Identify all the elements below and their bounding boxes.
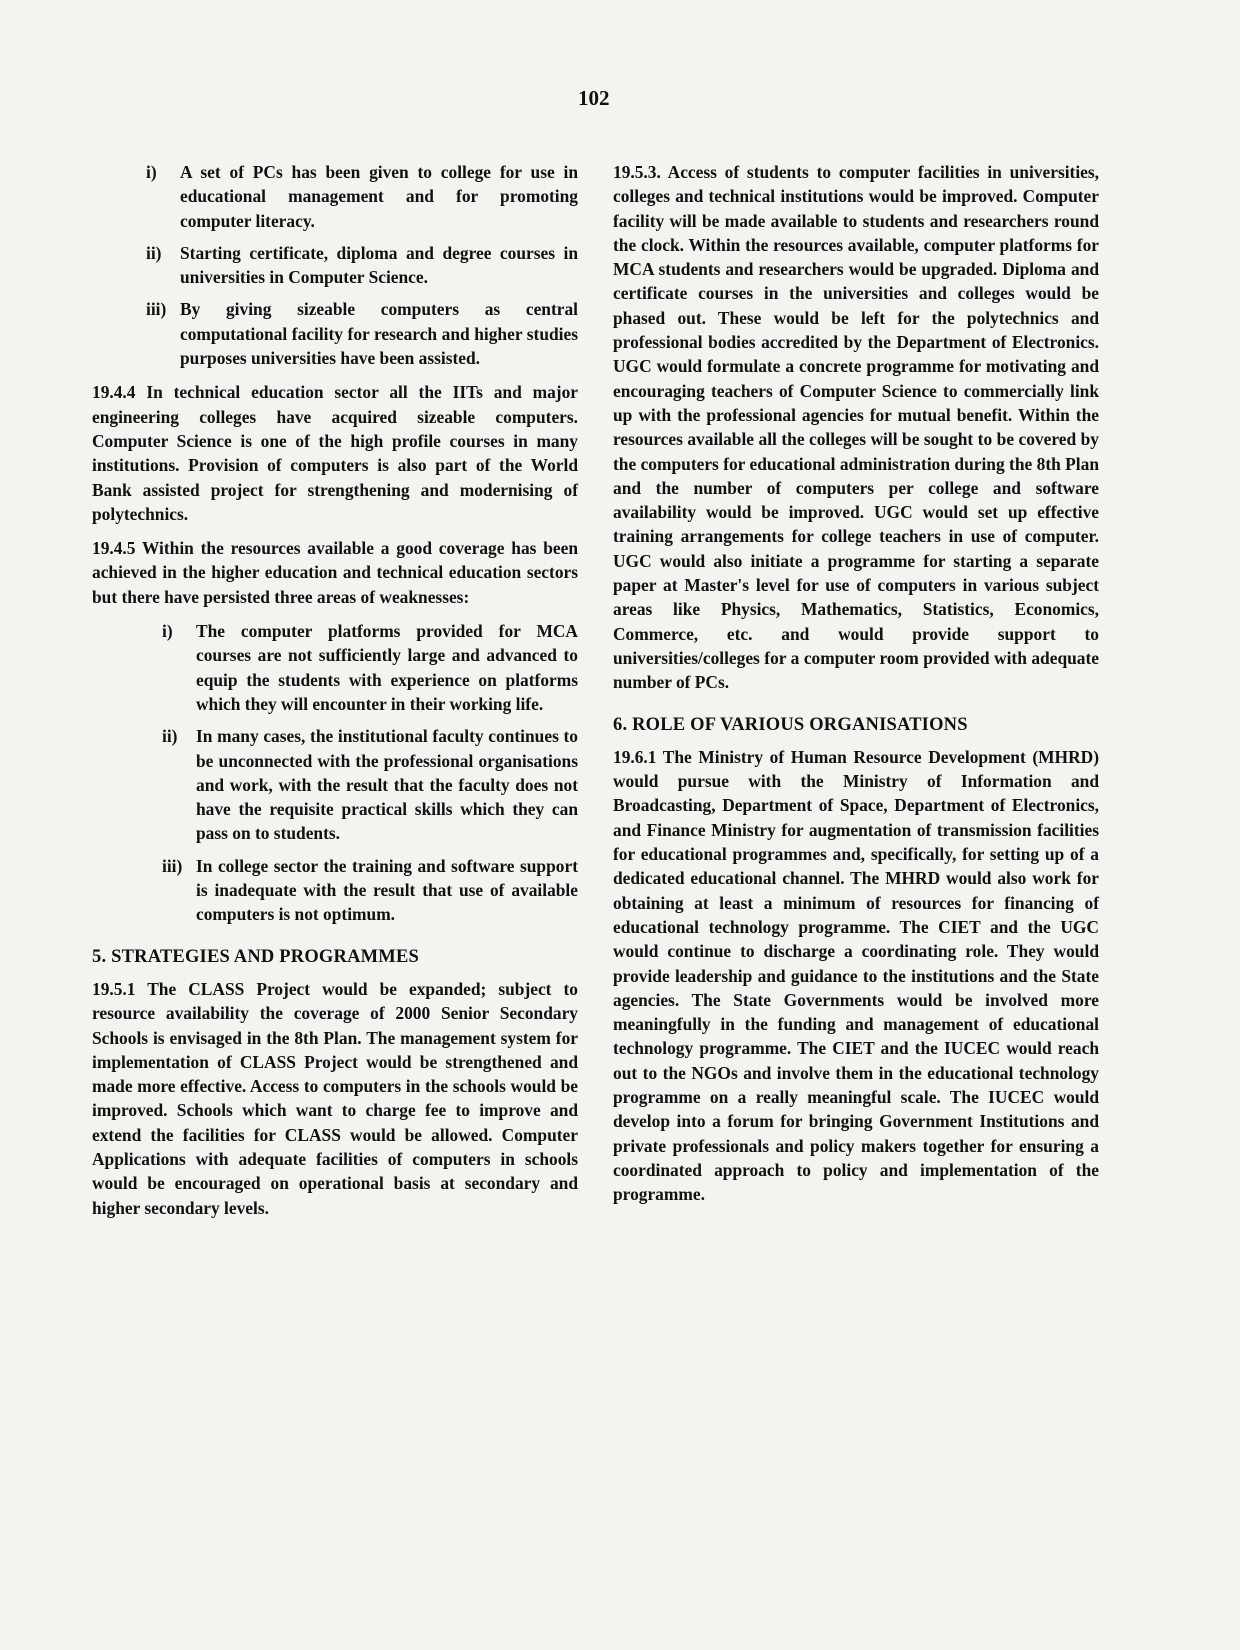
list-item-text: Starting certificate, diploma and degree courses in universities in Computer Science. xyxy=(180,242,578,288)
paragraph-19-4-4: 19.4.4 In technical education sector all the IITs and major engineering colleges have acquired sizeable computers. Computer Science is one of the high profile courses in many institutions. Provision of computers is also part of the World Bank assisted project for strengthening and modernising of polytechnics. xyxy=(92,382,578,524)
list-item xyxy=(162,854,578,927)
list-item-text: The computer platforms provided for MCA courses are not sufficiently large and advanced to equip the students with experience on platforms which they will encounter in their working life. xyxy=(196,621,578,714)
list-item xyxy=(162,619,578,716)
weaknesses-list xyxy=(92,619,578,927)
computer-support-list xyxy=(92,160,578,370)
page-number: 102 xyxy=(578,86,610,110)
section-heading-organisations: 6. ROLE OF VARIOUS ORGANISATIONS xyxy=(613,714,968,735)
list-item-text: A set of PCs has been given to college for use in educational management and for promoting computer literacy. xyxy=(180,162,578,231)
left-column xyxy=(92,160,578,1230)
list-item-text: In college sector the training and software support is inadequate with the result that use of available computers is not optimum. xyxy=(196,855,578,925)
paragraph-19-5-1: 19.5.1 The CLASS Project would be expanded; subject to resource availability the coverage of 2000 Senior Secondary Schools is envisaged in the 8th Plan. The management system for implementation of CLASS Project would be strengthened and made more effective. Access to computers in the schools would be improved. Schools which want to charge fee to improve and extend the facilities for CLASS would be allowed. Computer Applications with adequate facilities of computers in schools would be encouraged on operational basis at secondary and higher secondary levels. xyxy=(92,978,578,1218)
list-item-number: iii) xyxy=(146,299,167,320)
list-item-text: By giving sizeable computers as central computational facility for research and higher studies purposes universities have been assisted. xyxy=(180,299,578,369)
list-item-number: i) xyxy=(162,621,173,642)
list-item-number: i) xyxy=(146,162,157,182)
list-item-number: ii) xyxy=(162,726,178,747)
list-item xyxy=(146,241,578,290)
section-heading-strategies: 5. STRATEGIES AND PROGRAMMES xyxy=(92,946,419,967)
list-item xyxy=(146,160,578,233)
list-item xyxy=(162,724,578,845)
list-item xyxy=(146,297,578,370)
list-item-text: In many cases, the institutional faculty continues to be unconnected with the professional organisations and work, with the result that the faculty does not have the requisite practical skills which they can pass on to students. xyxy=(196,726,578,844)
list-item-number: ii) xyxy=(146,242,162,263)
paragraph-19-4-5: 19.4.5 Within the resources available a good coverage has been achieved in the higher education and technical education sectors but there have persisted three areas of weaknesses: xyxy=(92,538,578,607)
right-column xyxy=(613,160,1099,1216)
paragraph-19-6-1: 19.6.1 The Ministry of Human Resource Development (MHRD) would pursue with the Ministry of Information and Broadcasting, Department of Space, Department of Electronics, and Finance Ministry for augmentation of transmission facilities for educational programmes and, specifically, for setting up of a dedicated educational channel. The MHRD would also work for obtaining at least a minimum of resources for financing of educational technology programme. The CIET and the UGC would continue to discharge a coordinating role. They would provide leadership and guidance to the institutions and the State agencies. The State Governments would be involved more meaningfully in the funding and management of educational technology programme. The CIET and the IUCEC would reach out to the NGOs and involve them in the educational technology programme on a really meaningful scale. The IUCEC would develop into a forum for bringing Government Institutions and private professionals and policy makers together for ensuring a coordinated approach to policy and implementation of the programme. xyxy=(613,746,1099,1205)
paragraph-19-5-3: 19.5.3. Access of students to computer facilities in universities, colleges and technical institutions would be improved. Computer facility will be made available to students and researchers round the clock. Within the resources available, computer platforms for MCA students and researchers would be upgraded. Diploma and certificate courses in the universities and colleges would be phased out. These would be left for the polytechnics and professional bodies accredited by the Department of Electronics. UGC would formulate a concrete programme for motivating and encouraging teachers of Computer Science to commercially link up with the professional agencies for mutual benefit. Within the resources available all the colleges will be sought to be covered by the computers for educational administration during the 8th Plan and the number of computers per college and software availability would be improved. UGC would set up effective training arrangements for college teachers in use of computer. UGC would also initiate a programme for starting a separate paper at Master's level for use of computers in various subject areas like Physics, Mathematics, Statistics, Economics, Commerce, etc. and would provide support to universities/colleges for a computer room provided with adequate number of PCs. xyxy=(613,162,1099,693)
list-item-number: iii) xyxy=(162,855,183,876)
